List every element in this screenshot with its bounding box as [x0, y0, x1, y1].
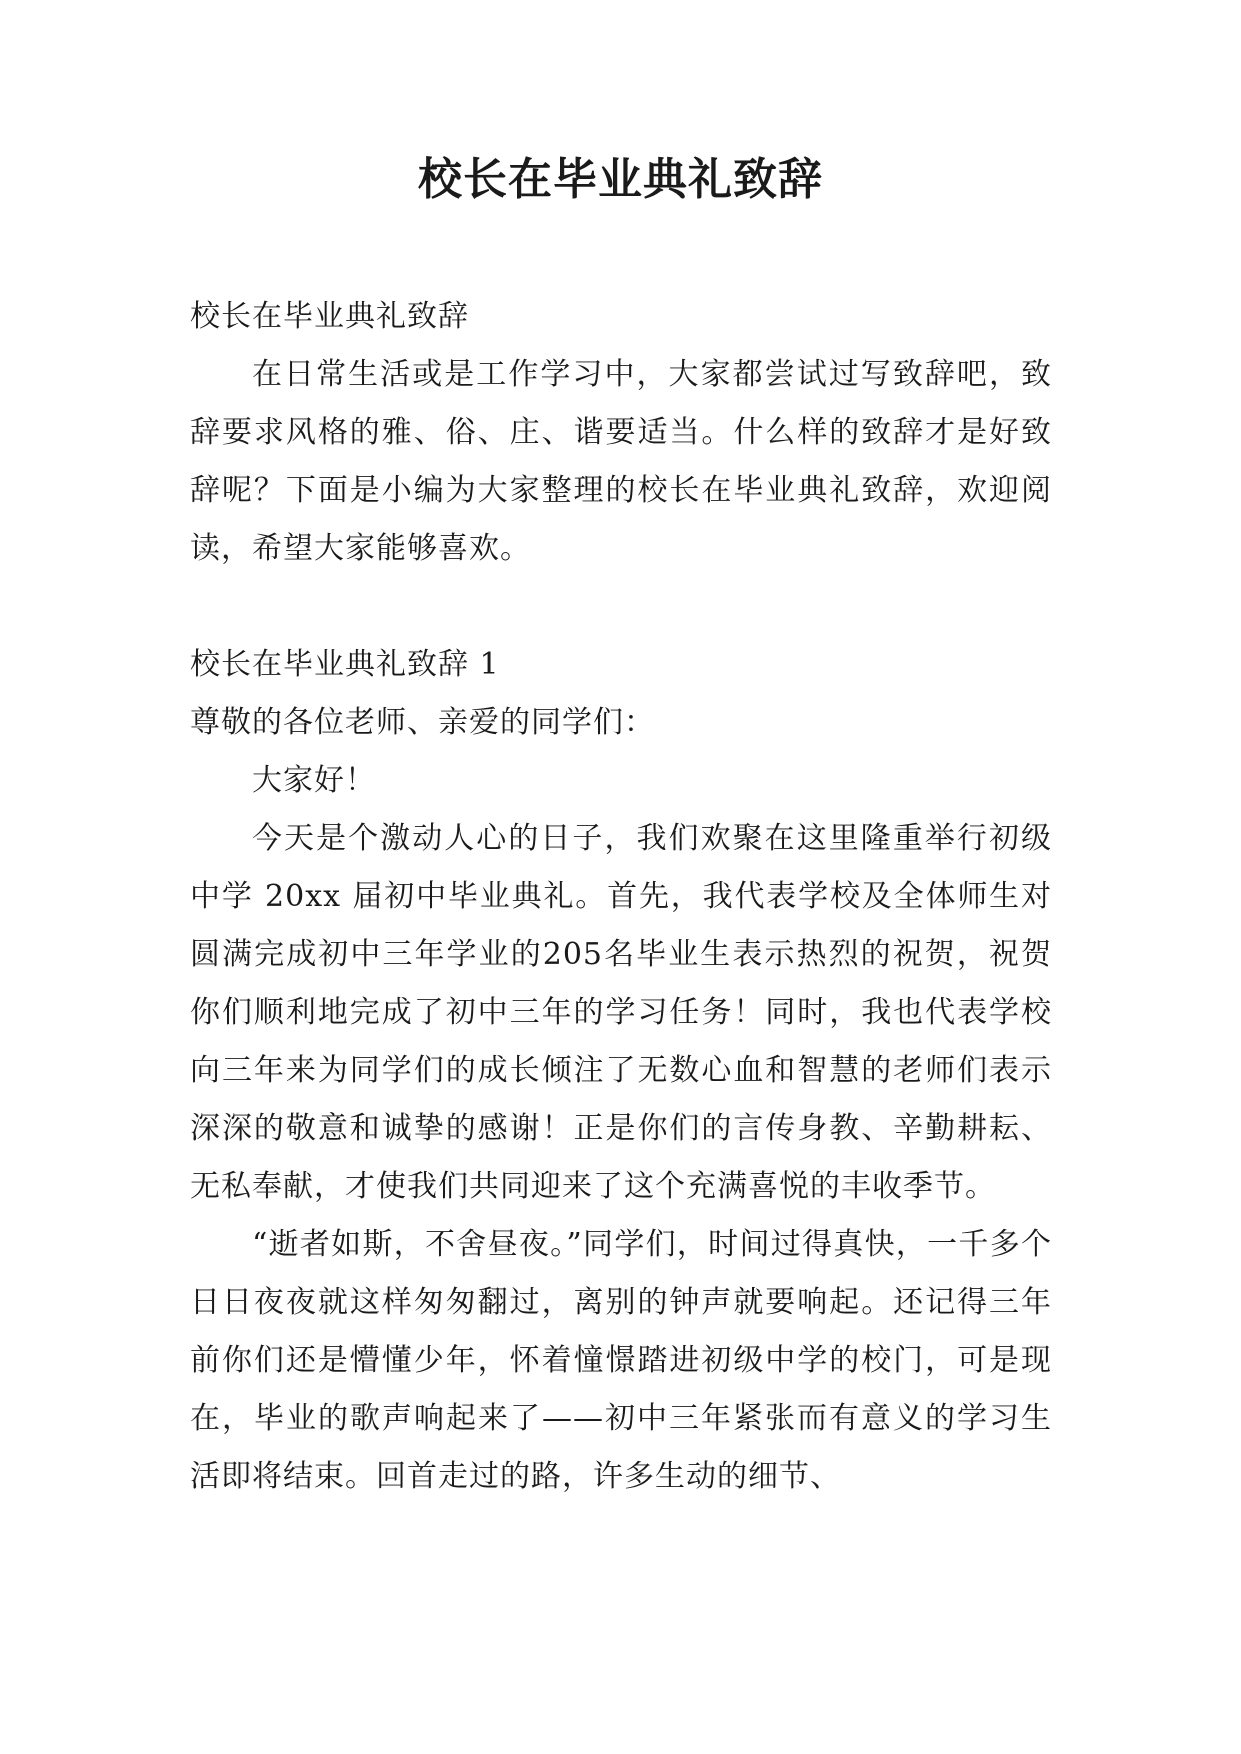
- intro-paragraph: 在日常生活或是工作学习中，大家都尝试过写致辞吧，致辞要求风格的雅、俗、庄、谐要适当。什么样的致辞才是好致辞呢？下面是小编为大家整理的校长在毕业典礼致辞，欢迎阅读，希望大家能够喜欢。: [190, 357, 1052, 566]
- document-title: 校长在毕业典礼致辞: [418, 154, 823, 205]
- salutation-line: 尊敬的各位老师、亲爱的同学们：: [190, 705, 655, 740]
- speech-paragraph-1: 今天是个激动人心的日子，我们欢聚在这里隆重举行初级中学 20xx 届初中毕业典礼。首先，我代表学校及全体师生对圆满完成初中三年学业的205名毕业生表示热烈的祝贺，祝贺你们顺利地完成了初中三年的学习任务！同时，我也代表学校向三年来为同学们的成长倾注了无数心血和智慧的老师们表示深深的敬意和诚挚的感谢！正是你们的言传身教、辛勤耕耘、无私奉献，才使我们共同迎来了这个充满喜悦的丰收季节。: [190, 821, 1052, 1204]
- speech-paragraph-2: “逝者如斯，不舍昼夜。”同学们，时间过得真快，一千多个日日夜夜就这样匆匆翻过，离别的钟声就要响起。还记得三年前你们还是懵懂少年，怀着憧憬踏进初级中学的校门，可是现在，毕业的歌声响起来了——初中三年紧张而有意义的学习生活即将结束。回首走过的路，许多生动的细节、: [190, 1227, 1052, 1494]
- document-body: [190, 288, 1052, 1506]
- subtitle-line: 校长在毕业典礼致辞: [190, 299, 469, 334]
- section-heading: 校长在毕业典礼致辞 1: [190, 647, 500, 682]
- greeting-line: 大家好！: [252, 763, 376, 798]
- paragraph-spacer: [190, 578, 1052, 636]
